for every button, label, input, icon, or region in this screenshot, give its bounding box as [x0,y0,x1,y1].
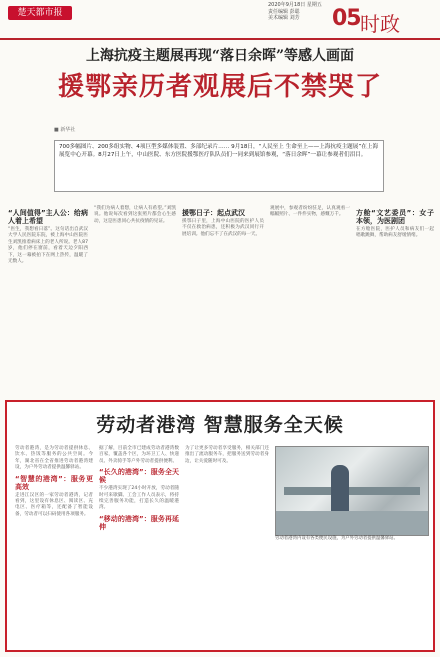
story1-col1-text: “医生，我想看日落”。这句话出自武汉大学人民医院东院，被上海中山医院医生刘凯推着病床上的老人所说。老人87岁，他们停在窗前，看着天边夕阳西下，这一幕被拍下在网上热传，温暖了无数人。 [8,227,88,265]
story2-colB-text: 据了解，目前全市已建成劳动者港湾数百家，覆盖各个区，为环卫工人、快递员、外卖骑手等户外劳动者提供便利。 [99,446,179,464]
story2-colA-text: 劳动者港湾，是为劳动者提供休息、饮水、热饭等服务的公共空间。今年，湖北省在全省推进劳动者港湾建设，为户外劳动者提供温馨驿站。 [15,446,93,471]
story1-subtitle-3: 援鄂日子：起点武汉 [182,209,245,217]
date-line: 2020年9月18日 星期五 [268,2,322,8]
designer-line: 美术编辑 刘芳 [268,15,300,21]
story1-lead: 700多幅图片、200多组实物、4项巨型多媒体装置、多部纪录片…… 9月18日，“人民至上 生命至上——上海抗疫主题展”在上海展览中心开幕。8月27日上午，中山医院、东方医院援鄂医疗队队员们一同来到展馆参观，“落日余晖”一幕让参观者们泪目。 [54,140,384,192]
section-name: 时政 [360,12,400,36]
newspaper-logo: 楚天都市报 [8,6,72,20]
masthead [0,0,440,40]
story2-subtitle-a: “智慧的港湾”：服务更高效 [15,474,93,491]
edition-meta [268,2,328,22]
story1-subtitle-1: “人间值得”主人公：给病人着上希望 [8,209,88,225]
editor-line: 责任编辑 彭聪 [268,8,300,15]
photo-person [331,465,349,515]
story2-title: 劳动者港湾 智慧服务全天候 [96,414,344,436]
story1-column-5 [356,206,434,240]
story1-column-1 [8,206,88,265]
story1-column-4 [270,206,350,219]
story1-subtitle-5: 方舱“文艺委员”：女子本领，为医剧团 [356,209,434,225]
story1-column-3 [182,206,264,238]
story2-subtitle-b: “长久的港湾”：服务全天候 [99,468,179,485]
story2-photo-caption: 劳动者港湾内设有各类便民设施，为户外劳动者提供温馨驿站。 [275,536,398,541]
story1-col3-text: 援鄂日子里，上海中山医院的医护人员不仅在救治病患，还积极为武汉同行开展培训。他们忘不了在武汉的每一天。 [182,219,264,237]
story1-kicker: 上海抗疫主题展再现“落日余晖”等感人画面 [85,48,355,64]
story2-column-a [15,446,93,518]
story1-col5-text: 在方舱医院，医护人员和病友们一起唱歌跳舞，帮助病友舒缓情绪。 [356,227,434,239]
story2-colA-text2: 走进江汉区的一家劳动者港湾，记者看到，这里设有休息区、阅读区、充电区、医疗箱等，还配备了智能设备，劳动者可以扫码使用各项服务。 [15,492,93,517]
story2-colC-text: 为了让更多劳动者享受服务，相关部门还推出了流动服务车，把服务送到劳动者身边，让关爱随时可及。 [185,446,269,464]
story2-colB-text2: 不少港湾实现了24小时开放，劳动者随时可来歇脚。工会工作人员表示，将持续完善服务功能，打造长久的温暖港湾。 [99,486,179,511]
photo-desk [276,511,428,535]
story2-subtitle-b2: “移动的港湾”：服务再延伸 [99,514,179,531]
story1-byline: ■ 新华社 [54,127,76,133]
story1-headline: 援鄂亲历者观展后不禁哭了 [57,72,382,102]
story2-photo [275,446,429,536]
story2-column-b [99,446,179,533]
photo-shelf [284,487,420,495]
story1-col2-text: “我们为病人着想，让病人有希望。”刘凯说。他说每次看到这张照片都会心生感动，这是医患同心共抗疫情的见证。 [94,206,176,224]
story1-column-2 [94,206,176,225]
story2-column-c [185,446,269,465]
story2-frame [5,400,435,652]
story1-col4-text: 观展中，参观者纷纷驻足，认真观看一幅幅照片、一件件实物，感慨万千。 [270,206,350,218]
section-number: 05 [332,6,361,31]
